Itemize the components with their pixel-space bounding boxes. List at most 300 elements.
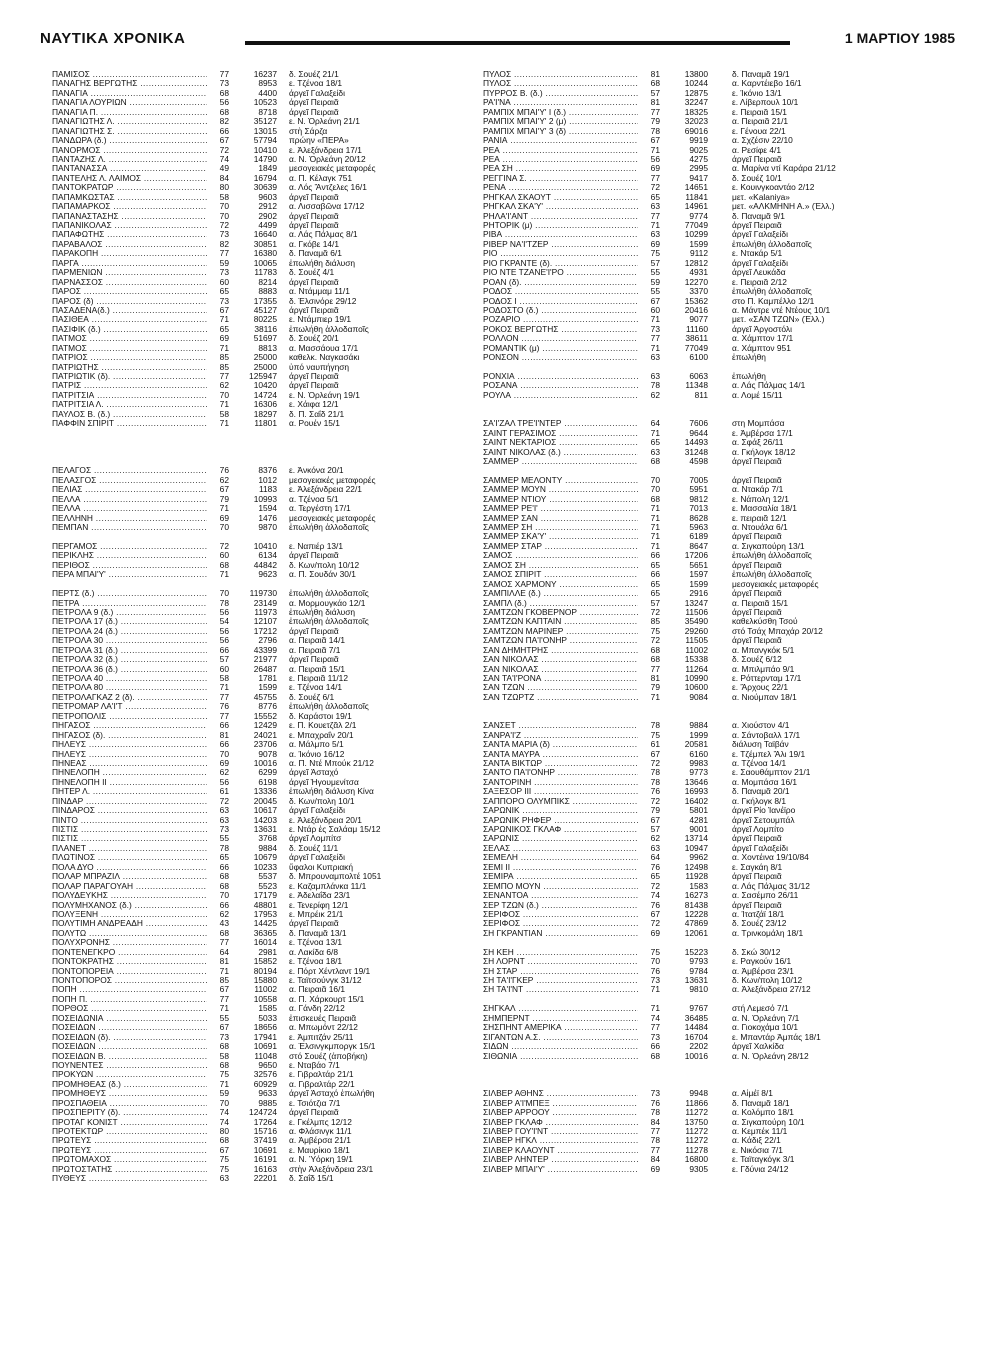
ship-status: δ. Παναμᾶ 9/1 [732,211,785,221]
ship-tonnage: 23706 [253,739,277,750]
ship-year: 71 [650,144,660,155]
ship-status: α. Π. Κέλαγκ 751 [289,173,353,183]
ship-name: ΡΕΑ ..... [483,146,638,155]
ship-tonnage: 16993 [684,786,708,797]
ship-status: α. Ν. Ὀρλεάνη 28/12 [732,1051,809,1061]
ship-status: ἐπωλήθη διάλυση [289,258,356,268]
ship-name: ΣΑΞΕΣΟΡ ΙΙΙ ..... [483,787,638,796]
ship-tonnage: 10410 [253,144,277,155]
ship-status: α. Τζένοα 14/1 [732,758,787,768]
ship-name: ΠΗΓΑΣΟΣ ..... [52,721,207,730]
ship-year: 78 [650,125,660,136]
ship-name: ΣΑΡΩΝΙΚ ..... [483,806,638,815]
ship-tonnage: 15880 [253,975,277,985]
ship-status: ε. Νταβάο 7/1 [289,1060,340,1070]
ship-name: ΠΑΣΑΔΕΝΑ(δ.) ..... [52,306,207,315]
ship-status: α. Τεργέστη 17/1 [289,504,351,514]
ship-year: 71 [219,503,229,514]
ship-status: άργεῖ Ἀσταχό [289,768,339,778]
ship-year: 63 [219,814,229,825]
ship-status: δ. Παναμᾶ 19/1 [732,70,790,79]
ship-tonnage: 12270 [684,276,708,287]
ship-year: 66 [650,550,660,561]
ship-year: 67 [219,484,229,495]
ship-status: ε. Ἀλεξάνδρεια 22/1 [289,485,362,495]
ship-year: 81 [219,956,229,967]
ship-name: ΣΑΙΝΤ ΝΙΚΟΛΑΣ (δ.) ..... [483,448,638,457]
ship-tonnage: 29260 [684,625,708,636]
ship-tonnage: 17179 [253,890,277,901]
ship-year: 73 [219,78,229,89]
ship-status: α. Μπιλμπάο 9/1 [732,664,795,674]
ship-name: ΣΑΜΤΖΩΝ ΜΑΡΙΝΕΡ ..... [483,627,638,636]
ship-year: 77 [219,69,229,79]
ship-status: ὕφαλοι Κυπριακή [289,862,354,872]
ship-status: άργεῖ Πειραιᾶ [732,900,782,910]
ship-status: α. Γιβραλτάρ 22/1 [289,1079,355,1089]
ship-name: ΠΕΤΡΟΛΑΓΚΑΖ 2 (δ). ..... [52,693,207,702]
ship-tonnage: 1599 [689,238,708,249]
ship-name: ΠΟΠΗ Π. ..... [52,995,207,1004]
ship-name: ΠΕΤΡΟΠΟΛΙΣ ..... [52,712,207,721]
ship-name: ΠΑΤΡΙΩΤΙΚ (δ). ..... [52,372,207,381]
ship-tonnage: 16704 [684,1031,708,1042]
ship-tonnage: 8214 [258,276,277,287]
ship-row [483,929,908,938]
ship-tonnage: 9784 [689,965,708,976]
ship-year: 73 [219,229,229,240]
ship-name: ΣΑΜΟΣ ΣΠΙΡΙΤ ..... [483,570,638,579]
ship-name: ΠΗΤΕΡ Λ. ..... [52,787,207,796]
ship-year: 63 [219,805,229,816]
ship-status: ε. Τενερίφη 12/1 [289,900,349,910]
ship-tonnage: 20416 [684,304,708,315]
ship-name: ΠΡΩΤΕΥΣ ..... [52,1146,207,1155]
ship-status: άργεῖ Πειραιᾶ [732,834,782,844]
ship-status: ε. Π. Κουετζᾶλ 2/1 [289,721,357,731]
ship-name: ΠΑΡΑΚΟΠΗ ..... [52,249,207,258]
ship-name: ΣΑΝΡΑ'Ι'Ζ ..... [483,731,638,740]
ship-status: άργεῖ Πειραιᾶ [289,221,339,230]
ship-name: ΣΑΜΟΣ ..... [483,551,638,560]
ship-tonnage: 11841 [685,191,708,202]
ship-status: μεσογειακές μεταφορές [732,579,819,589]
ship-tonnage: 11506 [685,606,708,617]
ship-year: 66 [650,569,660,580]
ship-status: ε. Γιβραλτάρ 21/1 [289,1070,354,1080]
ship-status: α. Πειραιᾶ 21/1 [732,117,789,127]
ship-tonnage: 11272 [685,1126,708,1136]
ship-tonnage: 9305 [689,1163,708,1174]
ship-year: 59 [650,276,660,287]
ship-year: 84 [219,172,229,183]
ship-year: 68 [650,78,660,89]
ship-year: 76 [650,861,660,872]
ship-name: ΠΕΤΡΟΛΑ 40 ..... [52,674,207,683]
ship-name: ΠΑΡΑΒΑΛΟΣ ..... [52,240,207,249]
ship-name: ΠΑΣΙΘΕΑ ..... [52,315,207,324]
ship-tonnage: 10244 [684,78,708,89]
ship-name: ΡΙΒΕΡ ΝΑ'Ι'ΤΖΕΡ ..... [483,240,638,249]
ship-status: μετ. «ΑΛΚΜΗΝΗ Α.» (Ἑλλ.) [732,202,835,212]
ship-tonnage: 9112 [689,248,708,259]
ship-status: ε. Μασσαλία 18/1 [732,504,797,514]
ship-name: ΣΙΛΒΕΡ ΛΗΝΤΕΡ ..... [483,1155,638,1164]
ship-year: 70 [219,1097,229,1108]
ship-year: 66 [219,644,229,655]
ship-name: ΣΑΝΤΑ ΜΑΥΡΑ ..... [483,750,638,759]
ship-status: μεσογειακές μεταφορές [289,513,376,523]
ship-status: άργεῖ Πειραιᾶ [732,221,782,230]
ship-tonnage: 45127 [253,304,277,315]
ship-name: ΣΙΛΒΕΡ ΜΠΑΙ'Υ' ..... [483,1165,638,1174]
ship-tonnage: 9603 [258,191,277,202]
ship-name: ΠΕΡΓΑΜΟΣ ..... [52,542,207,551]
ship-status: μετ. «Kalaniya» [732,192,790,202]
ship-name: ΠΑΝΤΟΚΡΑΤΩΡ ..... [52,183,207,192]
ship-year: 75 [650,248,660,259]
ship-status: ε. Καζαμπλάνκα 11/1 [289,881,367,891]
ship-status: άργεῖ Λομπίτο [732,825,784,834]
ship-tonnage: 2912 [258,201,277,212]
ship-status: α. Γκόβε 14/1 [289,239,340,249]
ship-name: ΠΕΤΡΟΜΑΡ ΛΑ'Ι'Τ ..... [52,702,207,711]
ship-name: ΠΑΝΤΑΝΑΣΣΑ ..... [52,164,207,173]
ship-year: 73 [650,975,660,985]
ship-status: διάλυση Ταϊβάν [732,740,789,750]
ship-tonnage: 10993 [253,493,277,504]
ship-status: ἐπωλήθη ἀλλοδαποῖς [732,239,812,249]
ship-status: ε. Ραγκούν 16/1 [732,957,792,967]
ship-name: ΣΑΜΜΕΡ ΣΗ ..... [483,523,638,532]
ship-year: 84 [650,1154,660,1165]
ship-name: ΠΗΝΕΛΟΠΗ ..... [52,768,207,777]
ship-status: ε. Ἰκόνιο 13/1 [732,88,782,98]
ship-name: ΠΑΝΑΓΗΣ ΒΕΡΓΩΤΗΣ ..... [52,79,207,88]
ship-name: ΠΑΠΑΝΙΚΟΛΑΣ ..... [52,221,207,230]
ship-year: 79 [650,116,660,127]
ship-name: ΠΑΝΑΓΙΑ ..... [52,89,207,98]
ship-year: 68 [219,87,229,98]
ship-name: ΠΕΛΑΓΟΣ ..... [52,466,207,475]
ship-tonnage: 35127 [253,116,277,127]
ship-year: 43 [219,918,229,929]
ship-status: ε. Ναπιέρ 13/1 [289,541,344,551]
ship-tonnage: 11002 [254,984,277,995]
ship-tonnage: 10617 [253,805,277,816]
ship-tonnage: 6134 [258,550,277,561]
ship-tonnage: 2916 [689,588,708,599]
ship-name: ΣΑΜΜΕΡ ΜΟΥΝ ..... [483,485,638,494]
ship-tonnage: 57794 [253,135,277,146]
ship-status: άργεῖ Πειραιᾶ [289,107,339,117]
ship-name: ΠΕΤΡΟΛΑ 32 (δ.) ..... [52,655,207,664]
ship-status: άργεῖ Γαλαξείδι [289,806,345,816]
ship-tonnage: 14425 [253,918,277,929]
ship-status: ε. Τζέμπελ Ἄλι 19/1 [732,749,806,759]
ship-year: 78 [650,776,660,787]
ship-tonnage: 1183 [258,484,277,495]
ship-status: άργεῖ Πειραιᾶ [289,277,339,287]
ship-name: ΠΕΜΠΑΝ ..... [52,523,207,532]
ship-status: ἐπωλήθη ἀλλοδαποῖς [732,570,812,580]
ship-tonnage: 5651 [689,559,708,570]
ship-name: ΣΙΔΩΝ ..... [483,1042,638,1051]
ship-tonnage: 4598 [689,455,708,466]
ship-name: ΣΕΛΑΣ ..... [483,844,638,853]
ship-year: 77 [219,691,229,702]
ship-status: δ. Σουέζ 23/12 [732,919,787,929]
ship-year: 69 [650,1163,660,1174]
ship-tonnage: 10410 [253,540,277,551]
ship-tonnage: 14484 [684,1022,708,1033]
ship-year: 71 [650,314,660,325]
ship-year: 68 [219,1135,229,1146]
ship-year: 72 [219,540,229,551]
ship-status: στο Π. Καμπέλλο 12/1 [732,296,815,306]
ship-year: 56 [219,606,229,617]
ship-tonnage: 2981 [258,946,277,957]
ship-year: 75 [219,1154,229,1165]
ship-year: 73 [219,295,229,306]
ship-name: ΣΕΜΙ ΙΙ ..... [483,863,638,872]
ship-tonnage: 12429 [253,720,277,731]
ship-tonnage: 23149 [253,597,277,608]
ship-year: 77 [219,937,229,948]
ship-tonnage: 2995 [689,163,708,174]
ship-status: άργεῖ Λομπίτσ [289,834,342,844]
ship-year: 71 [650,503,660,514]
ship-name: ΠΗΝΕΑΣ ..... [52,759,207,768]
section-gap [52,438,472,447]
ship-name: ΣΕΜΕΛΗ ..... [483,853,638,862]
ship-year: 64 [219,946,229,957]
ship-year: 71 [650,531,660,542]
ship-tonnage: 25000 [253,361,277,372]
ship-name: ΣΑΜΤΖΩΝ ΠΑ'Ι'ΟΝΗΡ ..... [483,636,638,645]
ship-tonnage: 8953 [258,78,277,89]
ship-name: ΠΕΡΙΚΛΗΣ ..... [52,551,207,560]
ship-tonnage: 9773 [689,767,708,778]
ship-tonnage: 10600 [684,682,708,693]
ship-year: 70 [219,890,229,901]
ship-status: ε. Μπαντάρ Ἀμπάς 18/1 [732,1032,821,1042]
ship-name: ΠΑΝΤΕΛΗΣ Λ. ΛΑΙΜΟΣ ..... [52,174,207,183]
ship-tonnage: 51697 [253,333,277,344]
ship-year: 77 [650,1144,660,1155]
ship-status: άργεῖ Πειραιᾶ [732,607,782,617]
ship-status: α. Ν. Ὑόρκη 19/1 [289,1155,353,1165]
ship-tonnage: 1849 [258,163,277,174]
ship-tonnage: 13714 [684,833,708,844]
ship-name: ΣΗ ΤΑ'Ι'ΝΤ ..... [483,985,638,994]
ship-name: ΠΕΤΡΟΛΑ 24 (δ.) ..... [52,627,207,636]
ship-tonnage: 7013 [689,503,708,514]
ship-status: α. Γάνδη 22/12 [289,1004,345,1014]
ship-name: ΡΟΔΟΣΤΟ (δ.) ..... [483,306,638,315]
ship-name: ΠΡΩΤΟΣΤΑΤΗΣ ..... [52,1165,207,1174]
ship-year: 65 [650,588,660,599]
ship-name: ΣΙΛΒΕΡ ΑΘΗΝΣ ..... [483,1089,638,1098]
ship-tonnage: 13631 [684,975,708,985]
ship-tonnage: 11348 [685,380,708,391]
ship-status: ε. Τζένοα 18/1 [289,79,343,89]
ship-status: ε. Νάπολη 12/1 [732,494,789,504]
ship-tonnage: 2202 [689,1041,708,1052]
ship-year: 55 [219,833,229,844]
ship-year: 79 [650,682,660,693]
ship-year: 72 [650,635,660,646]
ship-year: 68 [219,1059,229,1070]
ship-year: 71 [219,682,229,693]
ship-status: δ. Σουέζ 11/1 [289,843,339,853]
ship-name: ΣΑ'Ι'ΖΑΛ ΤΡΕ'Ι'ΝΤΕΡ ..... [483,419,638,428]
ship-status: στό Σουέζ (ἀποβήκη) [289,1051,368,1061]
ship-name: ΣΑΝ ΤΖΩΡΤΖ ..... [483,693,638,702]
ship-tonnage: 9885 [258,1097,277,1108]
ship-year: 71 [219,418,229,429]
ship-status: δ. Παναμᾶ 6/1 [289,249,342,259]
ship-name: ΠΑΠΑΦΩΤΗΣ ..... [52,230,207,239]
ship-name: ΠΑΠΑΜΚΩΣΤΑΣ ..... [52,193,207,202]
ship-year: 67 [219,304,229,315]
ship-name: ΠΟΛΑΡ ΠΑΡΑΓΟΥΑΗ ..... [52,882,207,891]
ship-name: ΠΑΡΟΣ (δ) ..... [52,297,207,306]
ship-tonnage: 26487 [253,663,277,674]
ship-status: ἐπωλήθη ἀλλοδαποῖς [289,523,369,532]
ship-year: 68 [650,1050,660,1061]
ship-name: ΠΕΡΤΣ (δ.) ..... [52,589,207,598]
ship-name: ΣΑΝ ΝΙΚΟΛΑΣ ..... [483,665,638,674]
ship-list-right [483,70,908,1174]
ship-tonnage: 9812 [689,493,708,504]
ship-year: 73 [650,323,660,334]
ship-status: ε. Λίβερπουλ 10/1 [732,98,799,108]
ship-name: ΠΡΩΤΕΥΣ ..... [52,1136,207,1145]
ship-year: 77 [650,333,660,344]
ship-year: 72 [650,918,660,929]
ship-status: α. Ἀμβέρσα 23/1 [732,966,794,976]
ship-name: ΠΑΤΜΟΣ ..... [52,344,207,353]
ship-tonnage: 11272 [685,1135,708,1146]
ship-year: 75 [219,1163,229,1174]
ship-year: 78 [219,842,229,853]
ship-status: ε. Ἄρχους 22/1 [732,683,789,693]
ship-status: ε. Μπαχραΐν 20/1 [289,730,354,740]
ship-status: πρώην «ΠΕΡΑ» [289,136,349,146]
ship-name: ΠΡΟΤΑΓ ΚΟΝΙΣΤ ..... [52,1118,207,1127]
ship-status: α. Κεμπέκ 11/1 [732,1127,788,1136]
ship-year: 85 [219,975,229,985]
ship-status: άργεῖ Πειραιᾶ [289,305,339,315]
ship-year: 59 [219,1088,229,1099]
ship-name: ΠΑΝΑΓΙΑ Π. ..... [52,108,207,117]
ship-status: δ. Σουέζ 21/1 [289,70,339,79]
ship-row [483,1165,908,1174]
ship-year: 78 [219,597,229,608]
ship-year: 72 [650,795,660,806]
ship-status: ε. Τζένοα 18/1 [289,957,343,967]
ship-status: α. Ρουέν 15/1 [289,419,340,429]
ship-tonnage: 22201 [253,1173,277,1184]
ship-tonnage: 10990 [684,673,708,683]
ship-year: 76 [650,786,660,797]
ship-status: δ. Καράστοι 19/1 [289,711,352,721]
ship-year: 64 [650,418,660,429]
ship-tonnage: 12812 [684,257,708,268]
ship-tonnage: 15223 [684,946,708,957]
ship-name: ΡΙΟ ΝΤΕ ΤΖΑΝΕ'Ι'ΡΟ ..... [483,268,638,277]
ship-tonnage: 3370 [689,286,708,297]
ship-year: 65 [650,578,660,589]
ship-status: α. Ἐλσινγκμποργκ 15/1 [289,1042,376,1052]
ship-tonnage: 5523 [258,880,277,891]
ship-status: άργεῖ Πειραιᾶ [732,154,782,164]
ship-name: ΠΕΤΡΟΛΑ 17 (δ.) ..... [52,617,207,626]
ship-name: ΡΕΝΑ ..... [483,183,638,192]
ship-year: 74 [219,153,229,164]
ship-name: ΠΕΡΑ ΜΠΑΙ'Υ' ..... [52,570,207,579]
ship-tonnage: 4281 [689,814,708,825]
ship-name: ΠΕΤΡΟΛΑ 30 ..... [52,636,207,645]
ship-status: ε. Ντακάρ 5/1 [732,249,783,259]
ship-name: ΠΑΝΑΓΙΩΤΗΣ Σ. ..... [52,127,207,136]
ship-tonnage: 36485 [684,1012,708,1023]
ship-year: 69 [219,333,229,344]
ship-name: ΠΑΜΙΣΟΣ ..... [52,70,207,79]
ship-name: ΣΑΡΩΝΙΚ ΡΗΦΕΡ ..... [483,816,638,825]
ship-tonnage: 13631 [253,824,277,834]
ship-status: δ. Σουέζ 20/1 [289,334,339,344]
ship-status: ἐπωλήθη ἀλλοδαποῖς [289,702,369,712]
ship-tonnage: 8647 [689,540,708,551]
ship-year: 71 [650,1003,660,1014]
ship-tonnage: 1781 [258,673,277,683]
ship-year: 75 [650,625,660,636]
ship-year: 71 [650,540,660,551]
ship-name: ΠΡΟΚΥΩΝ ..... [52,1070,207,1079]
ship-status: α. Ντακάρ 7/1 [732,485,784,495]
ship-status: ε. Ν. Ὀρλεάνη 21/1 [289,117,360,127]
ship-tonnage: 32247 [684,97,708,108]
ship-year: 57 [650,597,660,608]
ship-year: 74 [219,1107,229,1118]
ship-name: ΠΕΤΡΟΛΑ 31 (δ.) ..... [52,646,207,655]
ship-tonnage: 17953 [253,908,277,919]
ship-status: δ. Σουέζ 10/1 [732,173,782,183]
ship-name: ΠΟΝΤΕΝΕΓΚΡΟ ..... [52,948,207,957]
ship-name: ΠΙΝΤΟ ..... [52,816,207,825]
ship-name: ΣΙΛΒΕΡ ΓΚΛΑΦ ..... [483,1118,638,1127]
ship-tonnage: 10299 [684,229,708,240]
ship-year: 68 [219,559,229,570]
ship-year: 71 [219,569,229,580]
ship-year: 62 [650,389,660,400]
ship-status: ἐπωλήθη [732,353,766,363]
ship-tonnage: 11866 [685,1097,708,1108]
ship-name: ΣΑΜΜΕΡ ..... [483,457,638,466]
ship-name: ΠΑΝΑΓΙΑ ΛΟΥΡΙΩΝ ..... [52,98,207,107]
ship-name: ΠΟΛΑ ΔΥΟ ..... [52,863,207,872]
ship-year: 72 [219,795,229,806]
ship-status: άργεῖ Ἡγουμενίτσα [289,777,359,787]
ship-year: 68 [650,654,660,665]
ship-status: α. Λάς Πάλμας 8/1 [289,230,358,240]
ship-year: 80 [219,182,229,193]
ship-status: δ. Κων/πολη 10/12 [289,560,360,570]
ship-name: ΡΟΔΟΣ ..... [483,287,638,296]
ship-tonnage: 10691 [253,1144,277,1155]
